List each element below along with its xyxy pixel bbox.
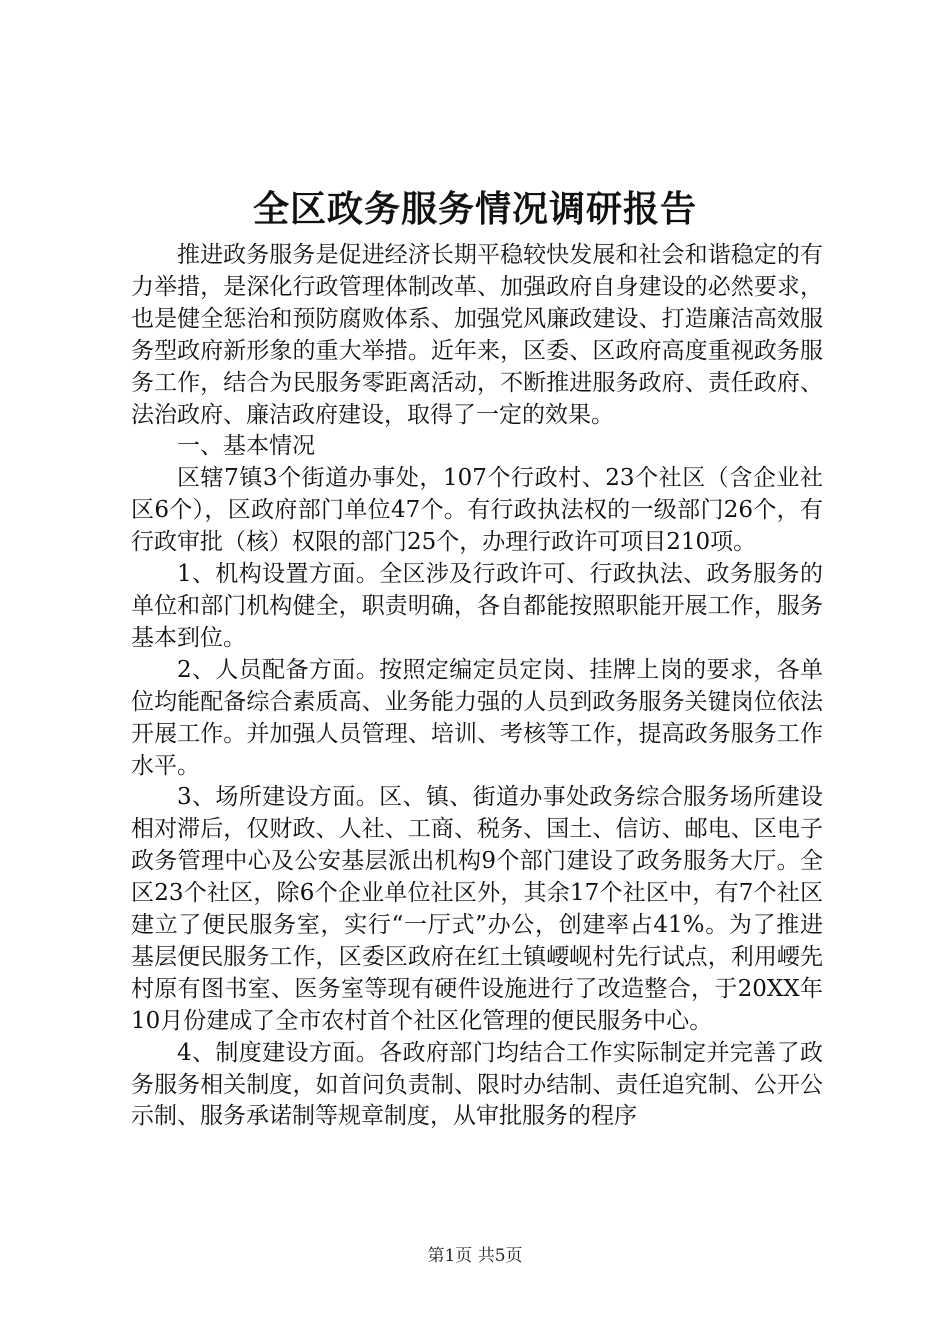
document-body <box>131 240 823 1133</box>
paragraph-system-construction: 4、制度建设方面。各政府部门均结合工作实际制定并完善了政务服务相关制度，如首问负责制、限时办结制、责任追究制、公开公示制、服务承诺制等规章制度，从审批服务的程序 <box>131 1039 823 1130</box>
paragraph-staffing: 2、人员配备方面。按照定编定员定岗、挂牌上岗的要求，各单位均能配备综合素质高、业务能力强的人员到政务服务关键岗位依法开展工作。并加强人员管理、培训、考核等工作，提高政务服务工作水平。 <box>131 656 823 779</box>
paragraph-institution-setup: 1、机构设置方面。全区涉及行政许可、行政执法、政务服务的单位和部门机构健全，职责明确，各自都能按照职能开展工作，服务基本到位。 <box>131 561 823 651</box>
paragraph-intro: 推进政务服务是促进经济长期平稳较快发展和社会和谐稳定的有力举措，是深化行政管理体制改革、加强政府自身建设的必然要求，也是健全惩治和预防腐败体系、加强党风廉政建设、打造廉洁高效服务型政府新形象的重大举措。近年来，区委、区政府高度重视政务服务工作，结合为民服务零距离活动，不断推进服务政府、责任政府、法治政府、廉洁政府建设，取得了一定的效果。 <box>131 242 823 428</box>
document-title: 全区政务服务情况调研报告 <box>252 188 697 230</box>
paragraph-district-overview: 区辖7镇3个街道办事处，107个行政村、23个社区（含企业社区6个），区政府部门单位47个。有行政执法权的一级部门26个，有行政审批（核）权限的部门25个，办理行政许可项目210项。 <box>131 465 823 556</box>
paragraph-venue-construction: 3、场所建设方面。区、镇、街道办事处政务综合服务场所建设相对滞后，仅财政、人社、工商、税务、国土、信访、邮电、区电子政务管理中心及公安基层派出机构9个部门建设了政务服务大厅。全区23个社区，除6个企业单位社区外，其余17个社区中，有7个社区建立了便民服务室，实行“一厅式”办公，创建率占41%。为了推进基层便民服务工作，区委区政府在红土镇崾岘村先行试点，利用崾先村原有图书室、医务室等现有硬件设施进行了改造整合，于20XX年10月份建成了全市农村首个社区化管理的便民服务中心。 <box>131 784 823 1034</box>
page-number-footer: 第1页 共5页 <box>427 1246 523 1266</box>
section-heading-basic-situation: 一、基本情况 <box>177 433 315 460</box>
